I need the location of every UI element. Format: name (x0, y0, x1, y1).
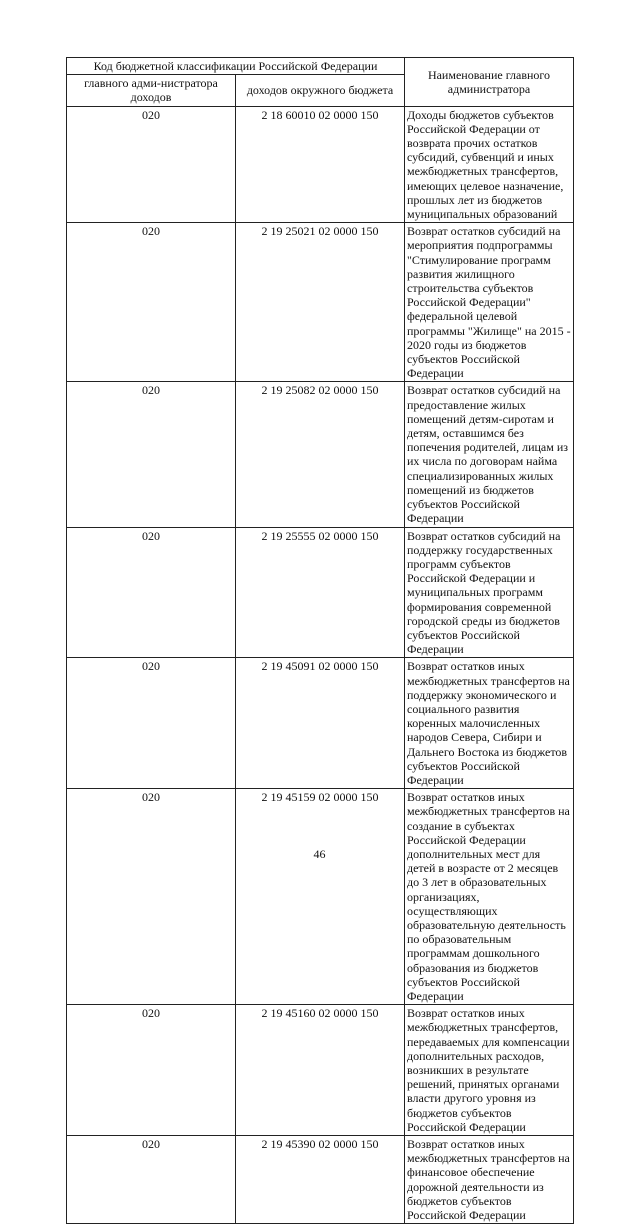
admin-code-cell: 020 (67, 789, 236, 1005)
revenue-code-cell: 2 19 25082 02 0000 150 (236, 382, 405, 527)
admin-name-cell: Возврат остатков субсидий на поддержку государственных программ субъектов Российской Федерации и муниципальных программ формирования современной городской среды из бюджетов субъектов Российской Федерации (405, 527, 574, 658)
table-row (67, 1136, 574, 1224)
header-admin-name: Наименование главного администратора (405, 58, 574, 107)
header-row-group (67, 58, 574, 75)
admin-name-cell: Возврат остатков иных межбюджетных трансфертов на финансовое обеспечение дорожной деятельности из бюджетов субъектов Российской Федерации (405, 1136, 574, 1224)
admin-name-cell: Возврат остатков иных межбюджетных трансфертов на создание в субъектах Российской Федерации дополнительных мест для детей в возрасте от 2 месяцев до 3 лет в образовательных организациях, осуществляющих образовательную деятельность по образовательным программам дошкольного образования из бюджетов субъектов Российской Федерации (405, 789, 574, 1005)
revenue-code-cell: 2 18 60010 02 0000 150 (236, 106, 405, 223)
header-admin-code: главного адми-нистратора доходов (67, 75, 236, 106)
document-page (66, 57, 574, 1224)
admin-code-cell: 020 (67, 527, 236, 658)
table-row (67, 382, 574, 527)
revenue-code-cell: 2 19 45160 02 0000 150 (236, 1005, 405, 1136)
table-row (67, 106, 574, 223)
admin-name-cell: Возврат остатков иных межбюджетных трансфертов на поддержку экономического и социального развития коренных малочисленных народов Севера, Сибири и Дальнего Востока из бюджетов субъектов Российской Федерации (405, 658, 574, 789)
admin-code-cell: 020 (67, 382, 236, 527)
admin-code-cell: 020 (67, 106, 236, 223)
header-group-title: Код бюджетной классификации Российской Федерации (67, 58, 405, 75)
table-row (67, 527, 574, 658)
admin-code-cell: 020 (67, 658, 236, 789)
table-row (67, 223, 574, 382)
admin-name-cell: Доходы бюджетов субъектов Российской Федерации от возврата прочих остатков субсидий, субвенций и иных межбюджетных трансфертов, имеющих целевое назначение, прошлых лет из бюджетов муниципальных образований (405, 106, 574, 223)
revenue-code-cell: 2 19 45159 02 0000 150 (236, 789, 405, 1005)
table-row (67, 789, 574, 1005)
table-row (67, 1005, 574, 1136)
admin-name-cell: Возврат остатков субсидий на мероприятия подпрограммы "Стимулирование программ развития жилищного строительства субъектов Российской Федерации" федеральной целевой программы "Жилище" на 2015 - 2020 годы из бюджетов субъектов Российской Федерации (405, 223, 574, 382)
header-revenue-code: доходов окружного бюджета (236, 75, 405, 106)
admin-code-cell: 020 (67, 223, 236, 382)
revenue-code-cell: 2 19 25021 02 0000 150 (236, 223, 405, 382)
revenue-code-cell: 2 19 45390 02 0000 150 (236, 1136, 405, 1224)
table-body (67, 106, 574, 1224)
admin-code-cell: 020 (67, 1136, 236, 1224)
revenue-code-cell: 2 19 25555 02 0000 150 (236, 527, 405, 658)
admin-name-cell: Возврат остатков субсидий на предоставление жилых помещений детям-сиротам и детям, оставшимся без попечения родителей, лицам из их числа по договорам найма специализированных жилых помещений из бюджетов субъектов Российской Федерации (405, 382, 574, 527)
admin-code-cell: 020 (67, 1005, 236, 1136)
table-row (67, 658, 574, 789)
admin-name-cell: Возврат остатков иных межбюджетных трансфертов, передаваемых для компенсации дополнительных расходов, возникших в результате решений, принятых органами власти другого уровня из бюджетов субъектов Российской Федерации (405, 1005, 574, 1136)
revenue-code-cell: 2 19 45091 02 0000 150 (236, 658, 405, 789)
budget-classification-table (66, 57, 574, 1224)
page-number: 46 (313, 847, 326, 861)
